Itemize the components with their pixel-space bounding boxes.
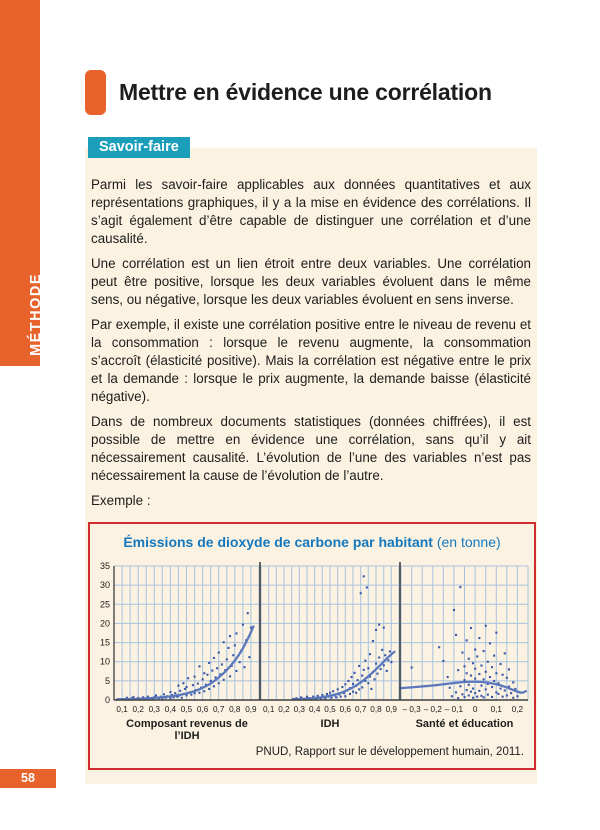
chart-figure — [88, 522, 536, 770]
chart-title — [94, 534, 530, 550]
svg-text:0,7: 0,7 — [355, 705, 367, 714]
svg-text:25: 25 — [99, 599, 110, 610]
method-tab-label: MÉTHODE — [28, 273, 44, 356]
svg-text:0,2: 0,2 — [278, 705, 290, 714]
svg-text:0,8: 0,8 — [229, 705, 241, 714]
title-bullet — [85, 70, 106, 115]
svg-text:– 0,1: – 0,1 — [444, 705, 464, 714]
svg-text:0: 0 — [472, 705, 478, 714]
example-label: Exemple : — [91, 493, 151, 508]
main-content — [85, 0, 537, 784]
paragraph-3: Par exemple, il existe une corrélation positive entre le niveau de revenu et la consommation : lorsque le revenu augmente, la consommation s’accroît (élasticité positive). Mais la corrélation est négative entre le prix et la demande : lorsque le prix augmente, la demande baisse (élasticité négative). — [91, 317, 531, 404]
panel-label-revenus: Composant revenus de l’IDH — [126, 718, 248, 742]
svg-text:0,4: 0,4 — [309, 705, 321, 714]
svg-text:15: 15 — [99, 637, 110, 648]
chart-source: PNUD, Rapport sur le développement humain, 2011. — [255, 746, 524, 758]
svg-text:0,2: 0,2 — [132, 705, 144, 714]
svg-text:0,4: 0,4 — [164, 705, 177, 714]
svg-text:5: 5 — [104, 675, 110, 686]
scatter-plots — [94, 560, 530, 718]
svg-text:0,1: 0,1 — [116, 705, 128, 714]
method-tab — [0, 0, 44, 366]
paragraph-2: Une corrélation est un lien étroit entre deux variables. Une corrélation peut être positive, lorsque les deux variables évoluent dans le même sens, ou négative, lorsque les deux variables évoluent en sens inverse. — [91, 256, 531, 307]
paragraph-1: Parmi les savoir-faire applicables aux données quantitatives et aux représentations graphiques, il y a la mise en évidence des corrélations. Il s’agit également d’être capable de distinguer une corrélation et d’une causalité. — [91, 177, 531, 246]
page-title: Mettre en évidence une corrélation — [119, 79, 492, 105]
svg-text:20: 20 — [99, 618, 110, 629]
chart-title-unit: (en tonne) — [436, 534, 501, 550]
svg-text:30: 30 — [99, 580, 110, 591]
svg-text:– 0,2: – 0,2 — [423, 705, 442, 714]
savoir-faire-badge: Savoir-faire — [88, 137, 190, 158]
svg-text:0,7: 0,7 — [213, 705, 225, 714]
paragraph-4: Dans de nombreux documents statistiques (données chiffrées), il est possible de mettre en évidence une corrélation, sans qu’il y ait nécessairement causalité. L’évolution de l’une des variables n’est pas nécessairement la cause de l’évolution de l’autre. — [91, 414, 531, 483]
svg-text:35: 35 — [99, 561, 110, 571]
panel-labels — [94, 718, 530, 742]
svg-text:0,1: 0,1 — [490, 705, 502, 714]
svg-text:– 0,3: – 0,3 — [402, 705, 421, 714]
chart-title-main: Émissions de dioxyde de carbone par habitant — [123, 534, 433, 550]
panel-label-sante: Santé et éducation — [415, 718, 514, 730]
page-header — [85, 70, 537, 115]
svg-text:10: 10 — [99, 656, 110, 667]
svg-text:0,3: 0,3 — [293, 705, 305, 714]
svg-text:0,9: 0,9 — [385, 705, 397, 714]
svg-text:0,5: 0,5 — [180, 705, 193, 714]
svg-text:0,8: 0,8 — [370, 705, 382, 714]
page-number-badge — [0, 769, 56, 788]
svg-text:0,6: 0,6 — [196, 705, 209, 714]
svg-text:0,3: 0,3 — [148, 705, 160, 714]
page-number: 58 — [21, 771, 35, 785]
panel-label-idh: IDH — [320, 718, 340, 730]
svg-text:0,2: 0,2 — [511, 705, 524, 714]
svg-text:0,9: 0,9 — [245, 705, 257, 714]
svg-text:0,1: 0,1 — [263, 705, 275, 714]
svg-text:0,6: 0,6 — [339, 705, 351, 714]
svg-text:0,5: 0,5 — [324, 705, 336, 714]
svg-text:0: 0 — [104, 695, 110, 705]
savoir-faire-section — [85, 139, 537, 784]
